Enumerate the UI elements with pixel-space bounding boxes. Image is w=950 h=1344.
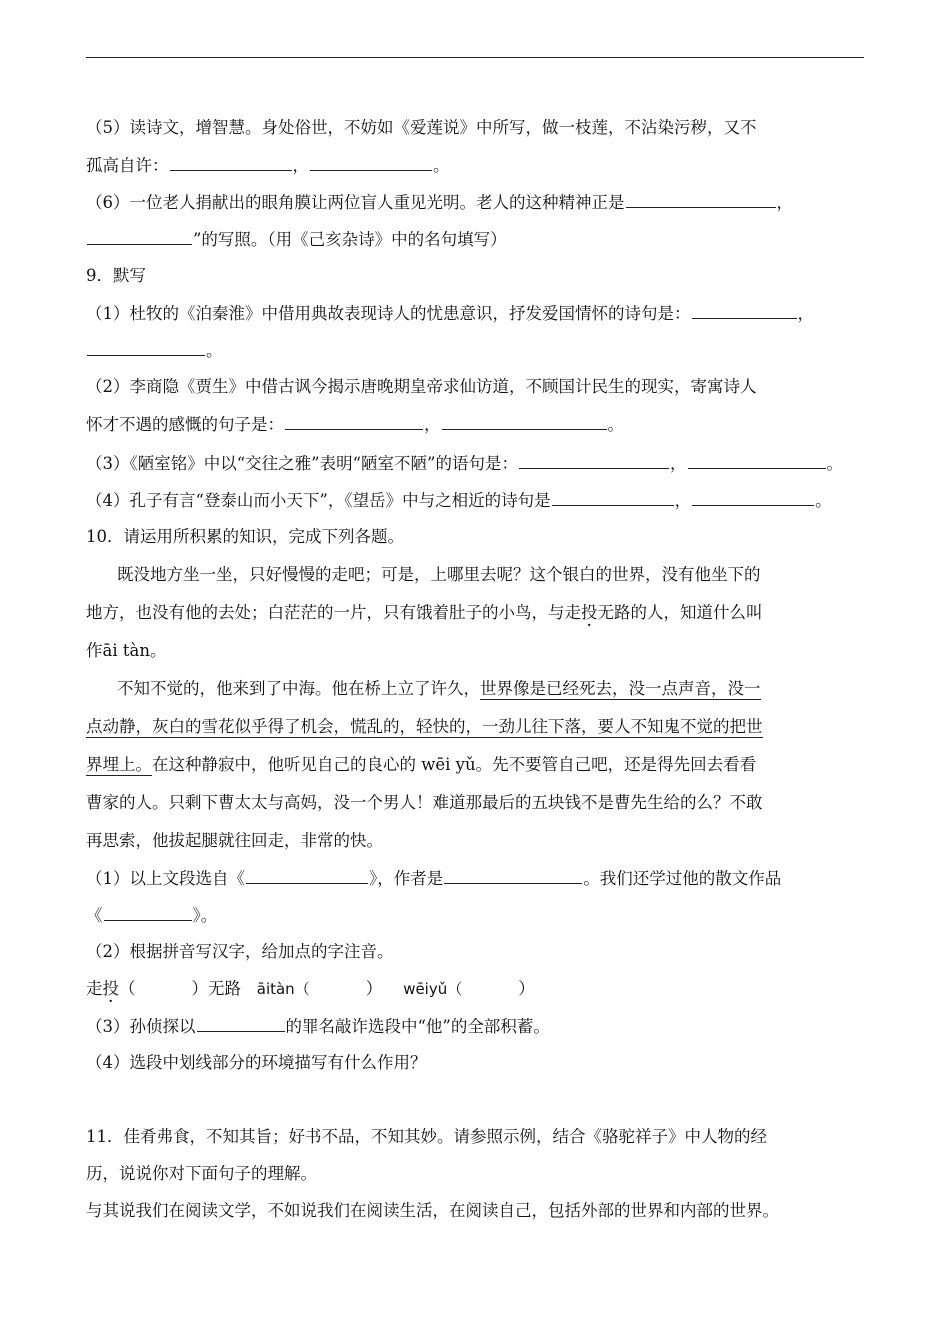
answer-blank[interactable] [552,489,674,506]
q10-item4: （4）选段中划线部分的环境描写有什么作用？ [86,1053,427,1072]
passage-para1-line1: 既没地方坐一坐，只好慢慢的走吧；可是，上哪里去呢？这个银白的世界，没有他坐下的 [117,565,761,584]
answer-blank[interactable] [688,452,826,469]
answer-blank[interactable] [285,413,423,430]
underlined-text: 界埋上。 [86,755,152,774]
answer-blank[interactable] [442,413,607,430]
passage-para2-line4: 曹家的人。只剩下曹太太与高妈，没一个男人！难道那最后的五块钱不是曹先生给的么？不敢 [86,793,763,812]
passage-para1-line3: 作āi tàn。 [86,641,167,660]
passage-para1-line2: 地方，也没有他的去处；白茫茫的一片，只有饿着肚子的小鸟，与走投无路的人，知道什么叫 [86,603,763,622]
answer-blank[interactable] [246,867,368,884]
passage-para2-line1: 不知不觉的，他来到了中海。他在桥上立了许久，世界像是已经死去，没一点声音，没一 [117,679,761,698]
header-rule [86,57,864,58]
passage-para2-line5: 再思索，他拔起腿就往回走，非常的快。 [86,831,383,850]
answer-blank[interactable] [519,452,669,469]
underlined-text: 点动静，灰白的雪花似乎得了机会，慌乱的，轻快的，一劲儿往下落，要人不知鬼不觉的把世 [86,717,763,736]
answer-blank[interactable] [692,489,814,506]
answer-blank[interactable] [87,228,192,245]
underlined-text: 世界像是已经死去，没一点声音，没一 [480,679,761,698]
passage-para2-line2 [86,716,763,738]
q8-item6-line1: （6）一位老人捐献出的眼角膜让两位盲人重见光明。老人的这种精神正是 ， [86,193,793,212]
passage-para2-line3: 界埋上。在这种静寂中，他听见自己的良心的 wēi yǔ。先不要管自己吧，还是得先回去看看 [86,755,757,774]
q8-item5-line2: 孤高自许： ， 。 [86,156,450,175]
answer-blank[interactable] [197,1015,285,1032]
answer-blank[interactable] [170,154,292,171]
q9-item2-line2: 怀才不遇的感慨的句子是： ， 。 [86,415,624,434]
q10-item2-answers: 走投（ ）无路 āitàn（ ） wēiyǔ（ ） [86,979,535,998]
answer-blank[interactable] [310,154,432,171]
answer-blank[interactable] [444,867,582,884]
q9-item1-line2: 。 [86,339,223,362]
q9-item1-line1: （1）杜牧的《泊秦淮》中借用典故表现诗人的忧患意识，抒发爱国情怀的诗句是： ， [86,304,814,323]
q11-line1: 11．佳肴弗食，不知其旨；好书不品，不知其妙。请参照示例，结合《骆驼祥子》中人物的经 [86,1127,767,1146]
q8-item6-line2: ”的写照。（用《己亥杂诗》中的名句填写） [86,228,507,251]
q11-line2: 历，说说你对下面句子的理解。 [86,1164,317,1183]
q8-item5-line1: （5）读诗文，增智慧。身处俗世，不妨如《爱莲说》中所写，做一枝莲，不沾染污秽，又不 [86,118,757,137]
dotted-char: 投 [102,979,119,998]
answer-blank[interactable] [692,302,797,319]
q9-item2-line1: （2）李商隐《贾生》中借古讽今揭示唐晚期皇帝求仙访道，不顾国计民生的现实，寄寓诗人 [86,377,757,396]
q9-title: 9．默写 [86,266,146,285]
q10-item1-line1: （1）以上文段选自《 》，作者是 。我们还学过他的散文作品 [86,869,782,888]
answer-blank[interactable] [104,904,192,921]
q10-title: 10．请运用所积累的知识，完成下列各题。 [86,527,404,546]
answer-blank[interactable] [87,339,205,356]
q10-item2: （2）根据拼音写汉字，给加点的字注音。 [86,942,394,961]
q9-item4: （4）孔子有言“登泰山而小天下”，《望岳》中与之相近的诗句是 ， 。 [86,491,832,510]
q11-line3: 与其说我们在阅读文学，不如说我们在阅读生活，在阅读自己，包括外部的世界和内部的世界。 [86,1201,779,1220]
dotted-char: 投 [581,603,598,622]
q9-item3: （3）《陋室铭》中以“交往之雅”表明“陋室不陋”的语句是： ， 。 [86,454,843,473]
q10-item3: （3）孙侦探以 的罪名敲诈选段中“他”的全部积蓄。 [86,1017,550,1036]
answer-blank[interactable] [626,191,776,208]
q10-item1-line2: 《 》。 [86,906,218,925]
